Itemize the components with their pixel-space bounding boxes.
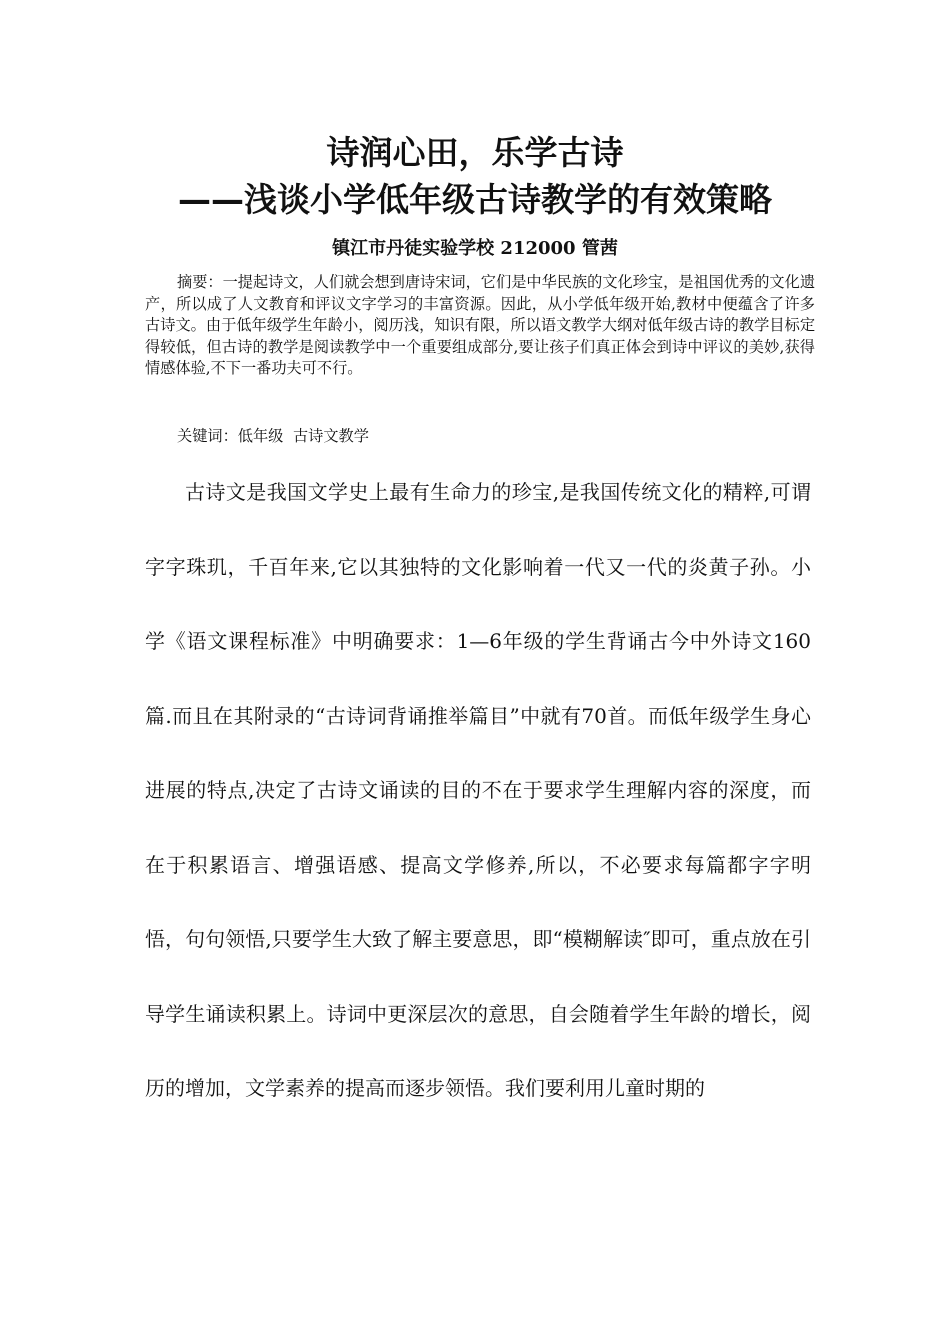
body-paragraph: 古诗文是我国文学史上最有生命力的珍宝,是我国传统文化的精粹,可谓字字珠玑，千百年来,它以其独特的文化影响着一代又一代的炎黄子孙。小学《语文课程标准》中明确要求：1—6年级的学生背诵古今中外诗文160篇.而且在其附录的“古诗词背诵推举篇目”中就有70首。而低年级学生身心进展的特点,决定了古诗文诵读的目的不在于要求学生理解内容的深度，而在于积累语言、增强语感、提高文学修养,所以，不必要求每篇都字字明悟，句句领悟,只要学生大致了解主要意思，即“模糊解读″即可，重点放在引导学生诵读积累上。诗词中更深层次的意思，自会随着学生年龄的增长，阅历的增加，文学素养的提高而逐步领悟。我们要利用儿童时期的	[145, 480, 811, 1100]
keywords-line: 关键词：低年级 古诗文教学	[177, 427, 369, 445]
abstract-paragraph: 摘要：一提起诗文，人们就会想到唐诗宋词，它们是中华民族的文化珍宝，是祖国优秀的文化遗产，所以成了人文教育和评议文字学习的丰富资源。因此，从小学低年级开始,教材中便蕴含了许多古诗文。由于低年级学生年龄小，阅历浅，知识有限，所以语文教学大纲对低年级古诗的教学目标定得较低，但古诗的教学是阅读教学中一个重要组成部分,要让孩子们真正体会到诗中评议的美妙,获得情感体验,不下一番功夫可不行。	[145, 273, 815, 378]
author-line: 镇江市丹徒实验学校 212000 管茜	[332, 238, 618, 259]
document-subtitle: ——浅谈小学低年级古诗教学的有效策略	[178, 180, 772, 219]
document-title: 诗润心田，乐学古诗	[326, 133, 624, 172]
